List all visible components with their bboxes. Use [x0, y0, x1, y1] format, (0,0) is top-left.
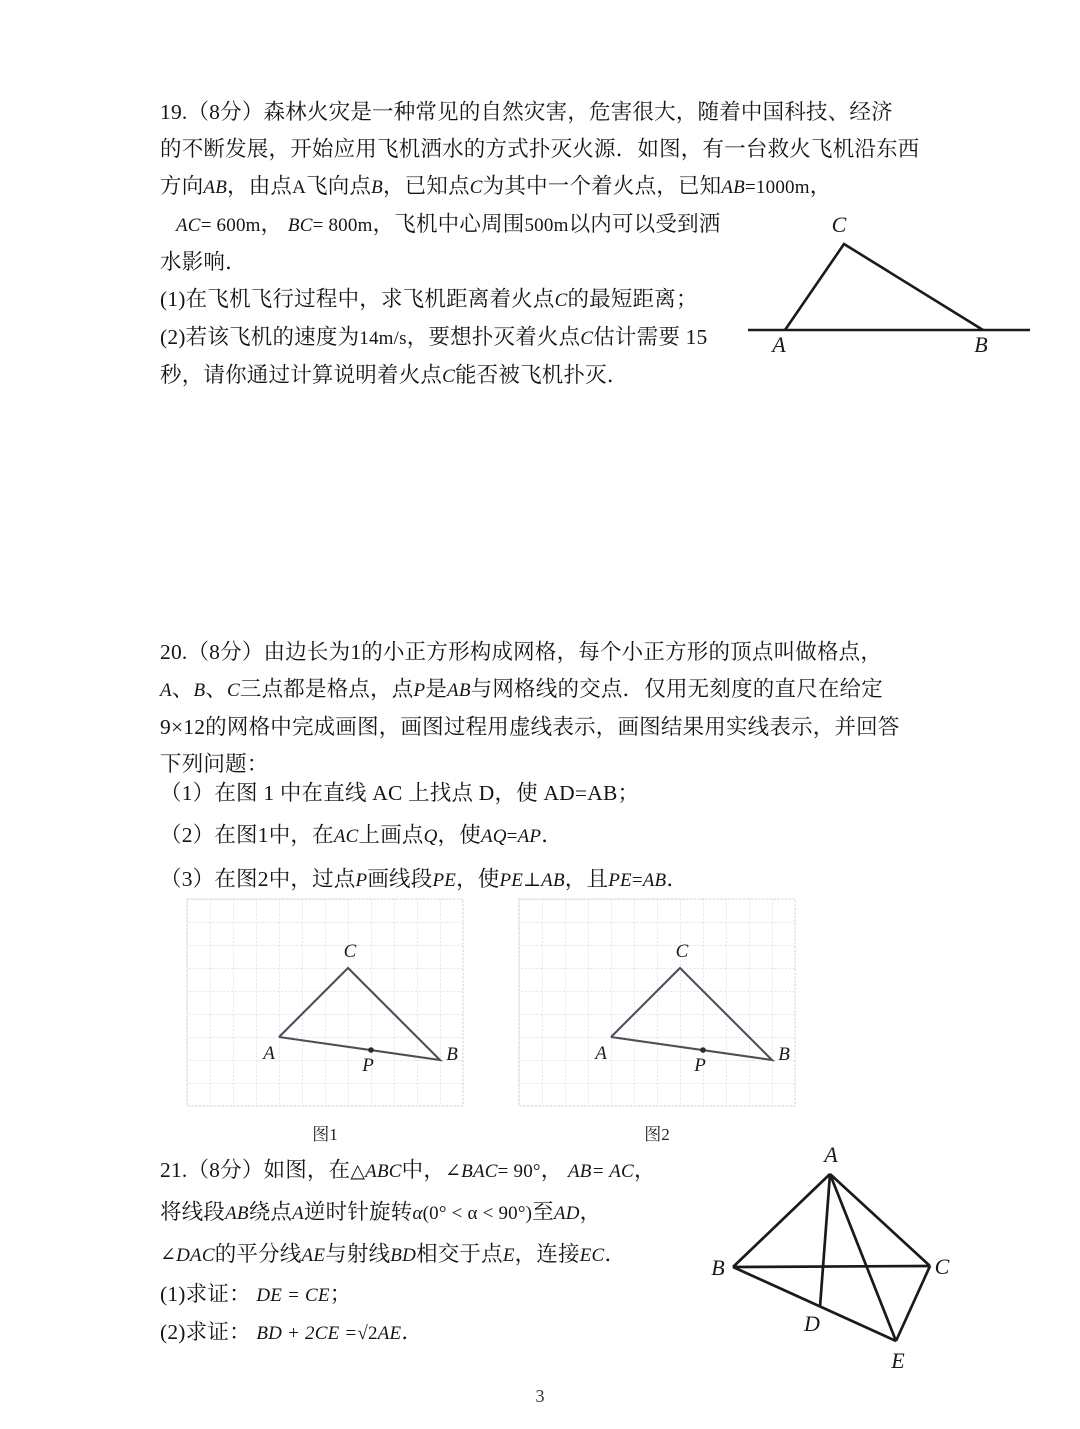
q21-l3-m4: ，连接 — [514, 1242, 580, 1266]
q19-l4-500: 500m — [524, 215, 569, 236]
q21-l3-ec: EC — [579, 1245, 605, 1266]
question-20-text — [160, 634, 950, 783]
q21-label-d: D — [804, 1311, 820, 1336]
grid1-label-b: B — [446, 1044, 458, 1065]
q19-l3-ab: AB — [203, 177, 228, 198]
page-number: 3 — [535, 1386, 545, 1406]
q19-l3-m4: 为其中一个着火点，已知 — [482, 174, 722, 198]
q21-l2-alpha: α — [412, 1203, 423, 1224]
q20-s3-end: ． — [666, 867, 689, 891]
q19-s2-c: C — [580, 328, 594, 349]
q20-line-2 — [160, 671, 950, 709]
q20-s2-q: Q — [423, 826, 438, 847]
grid2-label-p: P — [694, 1055, 706, 1076]
q19-s2b-post: 能否被飞机扑灭． — [454, 363, 629, 387]
q21-l2-ab: AB — [225, 1203, 249, 1224]
q19-s1-post: 的最短距离； — [567, 287, 698, 311]
q19-l3-a: A — [292, 177, 307, 198]
q21-l3-m1: 的平分线 — [214, 1242, 302, 1266]
q20-l2-a: A — [160, 680, 172, 701]
q21-l3-m3: 相交于点 — [416, 1242, 503, 1266]
q19-s1-c: C — [554, 290, 568, 311]
q21-l1-eq1: = 90° — [497, 1161, 541, 1182]
q19-s2-speed: 14m/s — [359, 328, 407, 349]
q19-line-5: 水影响． — [160, 250, 247, 274]
q20-sub-2 — [160, 814, 950, 858]
q20-s3-perp: ⊥ — [523, 870, 542, 891]
segment-ad — [820, 1174, 830, 1307]
q19-figure — [748, 206, 1038, 356]
q20-l2-m3: 与网格线的交点．仅用无刻度的直尺在给定 — [470, 677, 883, 701]
q21-s2-end: ． — [401, 1320, 424, 1344]
q20-line-1: 20.（8分）由边长为1的小正方形构成网格，每个小正方形的顶点叫做格点， — [160, 640, 883, 664]
grid-figure-2-svg — [519, 899, 795, 1106]
q21-l2-pre: 将线段 — [160, 1200, 226, 1224]
q21-l1-m1: 中， — [401, 1158, 446, 1182]
q20-s3-pe3: PE — [608, 870, 632, 891]
q19-l3-m2: 飞向点 — [306, 174, 372, 198]
q21-label-e: E — [891, 1348, 905, 1373]
q21-l1-tri: △ABC — [350, 1161, 402, 1182]
q21-l3-bd: BD — [390, 1245, 417, 1266]
q21-label-b: B — [711, 1255, 725, 1280]
q19-line-2: 的不断发展，开始应用飞机洒水的方式扑灭火源．如图，有一台救火飞机沿东西 — [160, 137, 920, 161]
q20-s3-pe: PE — [432, 870, 457, 891]
segment-ab — [733, 1174, 830, 1267]
point-p-marker — [368, 1047, 374, 1053]
q20-l2-sep1: 、 — [171, 677, 194, 701]
grid-figure-2 — [519, 899, 795, 1106]
q20-s2-eq: = — [506, 826, 518, 847]
grid2-label-b: B — [778, 1044, 790, 1065]
q21-l3-ang: ∠DAC — [160, 1245, 215, 1266]
grid-figure-1-caption: 图1 — [312, 1125, 338, 1144]
grid2-label-a: A — [595, 1043, 607, 1064]
q20-s2-end: ． — [541, 823, 563, 847]
q20-l2-ab: AB — [447, 680, 471, 701]
q20-s3-p: P — [355, 870, 368, 891]
vertex-label-c: C — [831, 212, 847, 237]
q21-l2-end: ， — [579, 1200, 602, 1224]
grid-lines — [187, 899, 463, 1106]
q21-s2-eq-a: BD + 2CE = — [256, 1323, 358, 1344]
q21-line-1 — [160, 1150, 780, 1192]
q20-s2-m2: ，使 — [437, 823, 481, 847]
q19-s1-pre: (1)在飞机飞行过程中，求飞机距离着火点 — [160, 287, 555, 311]
q19-l3-m3: ，已知点 — [382, 174, 470, 198]
q21-label-a: A — [824, 1142, 838, 1167]
q19-l4-bcv: = 800m — [312, 215, 373, 236]
q21-s2-pre: (2)求证： — [160, 1320, 251, 1344]
q19-line-1 — [160, 94, 950, 131]
q20-s3-m3: ，且 — [564, 867, 609, 891]
q20-s3-pre: （3）在图2中，过点 — [160, 867, 356, 891]
grid1-label-c: C — [343, 941, 357, 962]
q19-s2b-c: C — [442, 366, 455, 387]
q20-l2-c: C — [227, 680, 240, 701]
q21-l3-end: ． — [604, 1242, 627, 1266]
q21-label-c: C — [934, 1254, 950, 1279]
q21-l3-m2: 与射线 — [325, 1242, 391, 1266]
grid-figure-2-caption: 图2 — [644, 1125, 670, 1144]
q21-line-3 — [160, 1234, 780, 1276]
vertex-label-b: B — [974, 332, 988, 357]
q20-sub-3 — [160, 858, 950, 902]
q21-l1-eq2: = AC — [591, 1161, 634, 1182]
q21-l2-m3: 至 — [532, 1200, 554, 1224]
q20-l2-b: B — [193, 680, 206, 701]
q21-s1-end: ； — [329, 1282, 352, 1306]
q20-s3-mid: 画线段 — [367, 867, 433, 891]
q19-l3-m1: ，由点 — [227, 174, 293, 198]
q20-line-4: 下列问题： — [160, 752, 269, 776]
q21-l1-ab: AB — [568, 1161, 592, 1182]
q19-l3-c: C — [469, 177, 483, 198]
grid1-label-a: A — [263, 1043, 275, 1064]
q21-line-2 — [160, 1192, 780, 1234]
q20-l2-sep2: 、 — [205, 677, 228, 701]
q21-l2-m1: 绕点 — [248, 1200, 293, 1224]
q21-sub-1 — [160, 1276, 780, 1314]
q21-sub-2 — [160, 1314, 780, 1352]
q20-s2-pre: （2）在图1中，在 — [160, 823, 334, 847]
vertex-label-a: A — [772, 332, 786, 357]
q19-l4-sep2: ，飞机中心周围 — [372, 212, 525, 236]
triangle-abc-baseline-svg — [748, 206, 1038, 356]
q19-line-1-text: 19.（8分）森林火灾是一种常见的自然灾害，危害很大，随着中国科技、经 — [160, 100, 872, 124]
q21-l2-range: (0° < α < 90°) — [422, 1203, 533, 1224]
q21-s2-sqrt: √2 — [357, 1323, 378, 1344]
q20-s3-ab: AB — [541, 870, 565, 891]
q20-line-3: 9×12的网格中完成画图，画图过程用虚线表示，画图结果用实线表示，并回答 — [160, 715, 900, 739]
q21-l3-ae: AE — [301, 1245, 326, 1266]
q21-l1-pre: 21.（8分）如图，在 — [160, 1158, 351, 1182]
q19-s2b-pre: 秒，请你通过计算说明着火点 — [160, 363, 443, 387]
q19-l3-pre: 方向 — [160, 174, 204, 198]
q21-l2-m2: 逆时针旋转 — [303, 1200, 413, 1224]
q21-s2-eq-b: AE — [377, 1323, 402, 1344]
q19-l4-tail: 以内可以受到洒 — [568, 212, 721, 236]
q19-l3-b: B — [371, 177, 383, 198]
q21-figure — [700, 1142, 950, 1387]
q20-sub-1: （1）在图 1 中在直线 AC 上找点 D，使 AD=AB； — [160, 781, 640, 805]
q19-line-1-tail: 济 — [871, 100, 893, 124]
q21-l1-end: ， — [633, 1158, 656, 1182]
point-p-marker — [700, 1047, 706, 1053]
segment-ce — [896, 1266, 930, 1341]
q21-l2-a: A — [292, 1203, 304, 1224]
grid-figure-1 — [187, 899, 463, 1106]
q20-l2-m2: 是 — [425, 677, 448, 701]
question-21-text — [160, 1150, 780, 1352]
grid2-label-c: C — [675, 941, 689, 962]
q19-s2-post: 估计需要 15 — [593, 325, 708, 349]
q19-s2-pre: (2)若该飞机的速度为 — [160, 325, 360, 349]
segment-ac — [830, 1174, 930, 1266]
grid1-label-p: P — [362, 1055, 374, 1076]
segment-bc — [733, 1266, 930, 1267]
q19-l3-val: =1000m — [745, 177, 810, 198]
grid-figure-1-svg — [187, 899, 463, 1106]
q20-s3-ab2: AB — [642, 870, 667, 891]
q19-s2-mid: ，要想扑灭着火点 — [406, 325, 581, 349]
q20-s2-ac: AC — [333, 826, 359, 847]
grid-lines — [519, 899, 795, 1106]
q20-l2-m1: 三点都是格点，点 — [239, 677, 414, 701]
q20-l2-p: P — [413, 680, 426, 701]
triangle-sides-ac-cb — [785, 244, 983, 330]
q21-l3-e: E — [502, 1245, 515, 1266]
rotated-triangle-abcde-svg — [700, 1142, 950, 1387]
q19-l4-sep1: ， — [260, 212, 283, 236]
q21-l1-m2: ， — [540, 1158, 563, 1182]
q21-s1-eq: DE = CE — [256, 1285, 330, 1306]
q19-l4-acv: = 600m — [200, 215, 261, 236]
q21-s1-pre: (1)求证： — [160, 1282, 251, 1306]
q19-sub-2-cont — [160, 357, 950, 395]
q20-s2-ap: AP — [517, 826, 542, 847]
q20-s3-eq: = — [631, 870, 643, 891]
q19-l4-ac: AC — [176, 215, 201, 236]
question-20-subparts — [160, 772, 950, 902]
q20-s2-mid: 上画点 — [358, 823, 424, 847]
q19-l3-end: ， — [809, 174, 832, 198]
q20-s2-aq: AQ — [480, 826, 507, 847]
q19-line-3 — [160, 168, 950, 206]
q20-s3-m2: ，使 — [456, 867, 500, 891]
q19-l3-eq: AB — [721, 177, 745, 198]
q21-l1-ang: ∠BAC — [445, 1161, 498, 1182]
q19-l4-bc: BC — [287, 215, 313, 236]
q21-l2-ad: AD — [553, 1203, 580, 1224]
q20-s3-pe2: PE — [499, 870, 524, 891]
